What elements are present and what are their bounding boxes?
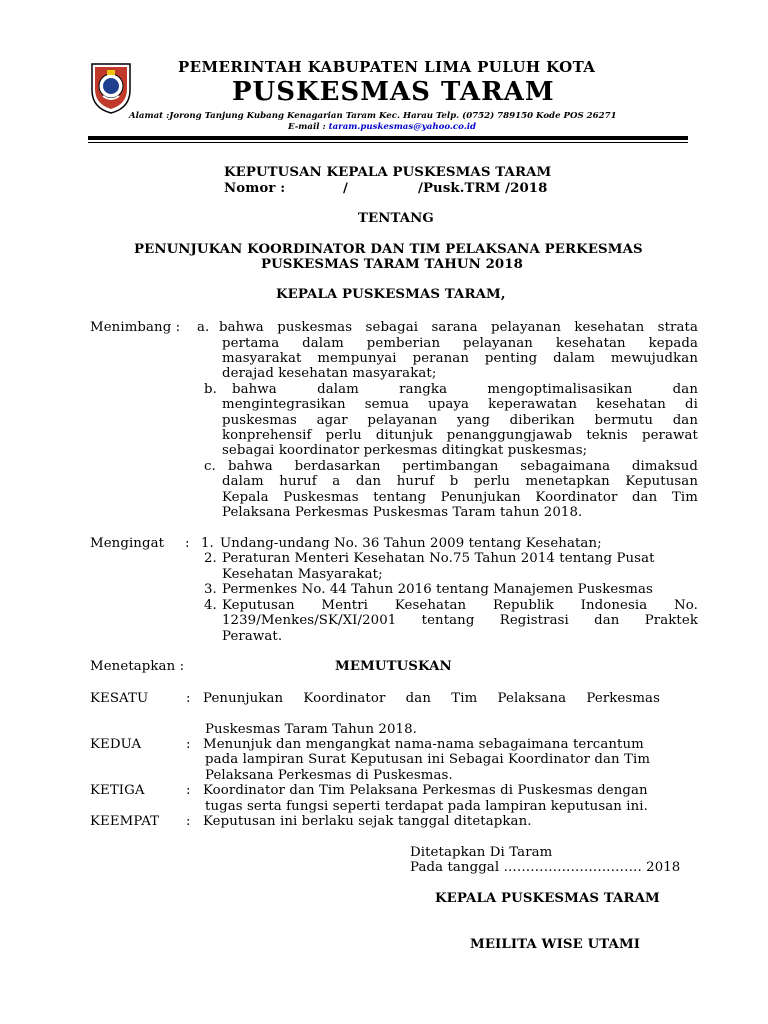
decision-colon: :	[186, 814, 191, 829]
signature-date: Pada tanggal …………………………. 2018	[410, 860, 681, 875]
menimbang-label: Menimbang :	[90, 320, 181, 335]
government-name: PEMERINTAH KABUPATEN LIMA PULUH KOTA	[178, 58, 596, 76]
mengingat-item-number: 1.	[201, 536, 214, 551]
menimbang-b-marker: b.	[204, 382, 217, 397]
mengingat-label: Mengingat	[90, 536, 165, 551]
keempat-label: KEEMPAT	[90, 814, 160, 829]
subject-line-1: PENUNJUKAN KOORDINATOR DAN TIM PELAKSANA PERKESMAS	[134, 242, 643, 257]
kesatu-text: Puskesmas Taram Tahun 2018.	[205, 722, 418, 737]
mengingat-item: Kesehatan Masyarakat;	[222, 567, 383, 582]
kedua-text: Menunjuk dan mengangkat nama-nama sebagaimana tercantum	[203, 737, 644, 752]
head-heading: KEPALA PUSKESMAS TARAM,	[276, 287, 506, 302]
menimbang-b-line: mengintegrasikan semua upaya keperawatan kesehatan di	[222, 397, 698, 412]
letterhead-rule-thin	[88, 142, 688, 143]
keempat-text: Keputusan ini berlaku sejak tanggal ditetapkan.	[203, 814, 532, 829]
menimbang-a-line: pertama dalam pemberian pelayanan kesehatan kepada	[222, 336, 698, 351]
mengingat-item: Perawat.	[222, 629, 283, 644]
ketiga-text: Koordinator dan Tim Pelaksana Perkesmas di Puskesmas dengan	[203, 783, 648, 798]
tentang-heading: TENTANG	[358, 211, 434, 226]
kedua-label: KEDUA	[90, 737, 142, 752]
decision-colon: :	[186, 737, 191, 752]
nomor-label: Nomor :	[224, 181, 286, 196]
menimbang-c-line: Kepala Puskesmas tentang Penunjukan Koordinator dan Tim	[222, 490, 698, 505]
email-label: E-mail :	[288, 122, 326, 132]
signature-name: MEILITA WISE UTAMI	[470, 937, 641, 952]
subject-line-2: PUSKESMAS TARAM TAHUN 2018	[261, 257, 523, 272]
menetapkan-label: Menetapkan :	[90, 659, 185, 674]
decision-colon: :	[186, 783, 191, 798]
kedua-text: pada lampiran Surat Keputusan ini Sebagai Koordinator dan Tim	[205, 752, 651, 767]
nomor-slash: /	[343, 181, 348, 196]
signature-place: Ditetapkan Di Taram	[410, 845, 553, 860]
kedua-text: Pelaksana Perkesmas di Puskesmas.	[205, 768, 453, 783]
mengingat-item: Permenkes No. 44 Tahun 2016 tentang Manajemen Puskesmas	[222, 582, 653, 597]
signature-position: KEPALA PUSKESMAS TARAM	[435, 891, 660, 906]
menimbang-c-line: dalam huruf a dan huruf b perlu menetapkan Keputusan	[222, 474, 698, 489]
memutuskan-heading: MEMUTUSKAN	[335, 659, 452, 674]
mengingat-item-number: 3.	[204, 582, 217, 597]
mengingat-colon: :	[185, 536, 190, 551]
ketiga-text: tugas serta fungsi seperti terdapat pada lampiran keputusan ini.	[205, 799, 648, 814]
email-link[interactable]: taram.puskesmas@yahoo.co.id	[328, 122, 477, 132]
kesatu-text: Penunjukan Koordinator dan Tim Pelaksana Perkesmas	[203, 691, 660, 706]
mengingat-item: Peraturan Menteri Kesehatan No.75 Tahun 2014 tentang Pusat	[222, 551, 655, 566]
letterhead-rule-thick	[88, 136, 688, 140]
email-line	[288, 122, 476, 132]
mengingat-item: Undang-undang No. 36 Tahun 2009 tentang Kesehatan;	[220, 536, 602, 551]
menimbang-c-marker: c.	[204, 459, 216, 474]
menimbang-c-line: Pelaksana Perkesmas Puskesmas Taram tahun 2018.	[222, 505, 583, 520]
puskesmas-logo	[90, 60, 132, 114]
mengingat-item-number: 2.	[204, 551, 217, 566]
menimbang-b-line: puskesmas agar pelayanan yang diberikan bermutu dan	[222, 413, 698, 428]
menimbang-b-line: sebagai koordinator perkesmas ditingkat puskesmas;	[222, 443, 588, 458]
menimbang-b-line: bahwa dalam rangka mengoptimalisasikan dan	[232, 382, 698, 397]
nomor-suffix: /Pusk.TRM /2018	[418, 181, 548, 196]
decree-title: KEPUTUSAN KEPALA PUSKESMAS TARAM	[224, 165, 552, 180]
mengingat-item: Keputusan Mentri Kesehatan Republik Indonesia No.	[222, 598, 698, 613]
ketiga-label: KETIGA	[90, 783, 145, 798]
menimbang-b-line: konprehensif perlu ditunjuk penanggungjawab teknis perawat	[222, 428, 698, 443]
kesatu-label: KESATU	[90, 691, 149, 706]
decision-colon: :	[186, 691, 191, 706]
mengingat-item-number: 4.	[204, 598, 217, 613]
menimbang-a-line: bahwa puskesmas sebagai sarana pelayanan kesehatan strata	[219, 320, 698, 335]
menimbang-c-line: bahwa berdasarkan pertimbangan sebagaimana dimaksud	[228, 459, 698, 474]
address-line: Alamat :Jorong Tanjung Kubang Kenagarian Taram Kec. Harau Telp. (0752) 789150 Kode POS 26271	[129, 111, 617, 121]
mengingat-item: 1239/Menkes/SK/XI/2001 tentang Registrasi dan Praktek	[222, 613, 698, 628]
menimbang-a-marker: a.	[197, 320, 210, 335]
institution-name: PUSKESMAS TARAM	[232, 77, 555, 107]
menimbang-a-line: masyarakat mempunyai peranan penting dalam mewujudkan	[222, 351, 698, 366]
menimbang-a-line: derajad kesehatan masyarakat;	[222, 366, 437, 381]
